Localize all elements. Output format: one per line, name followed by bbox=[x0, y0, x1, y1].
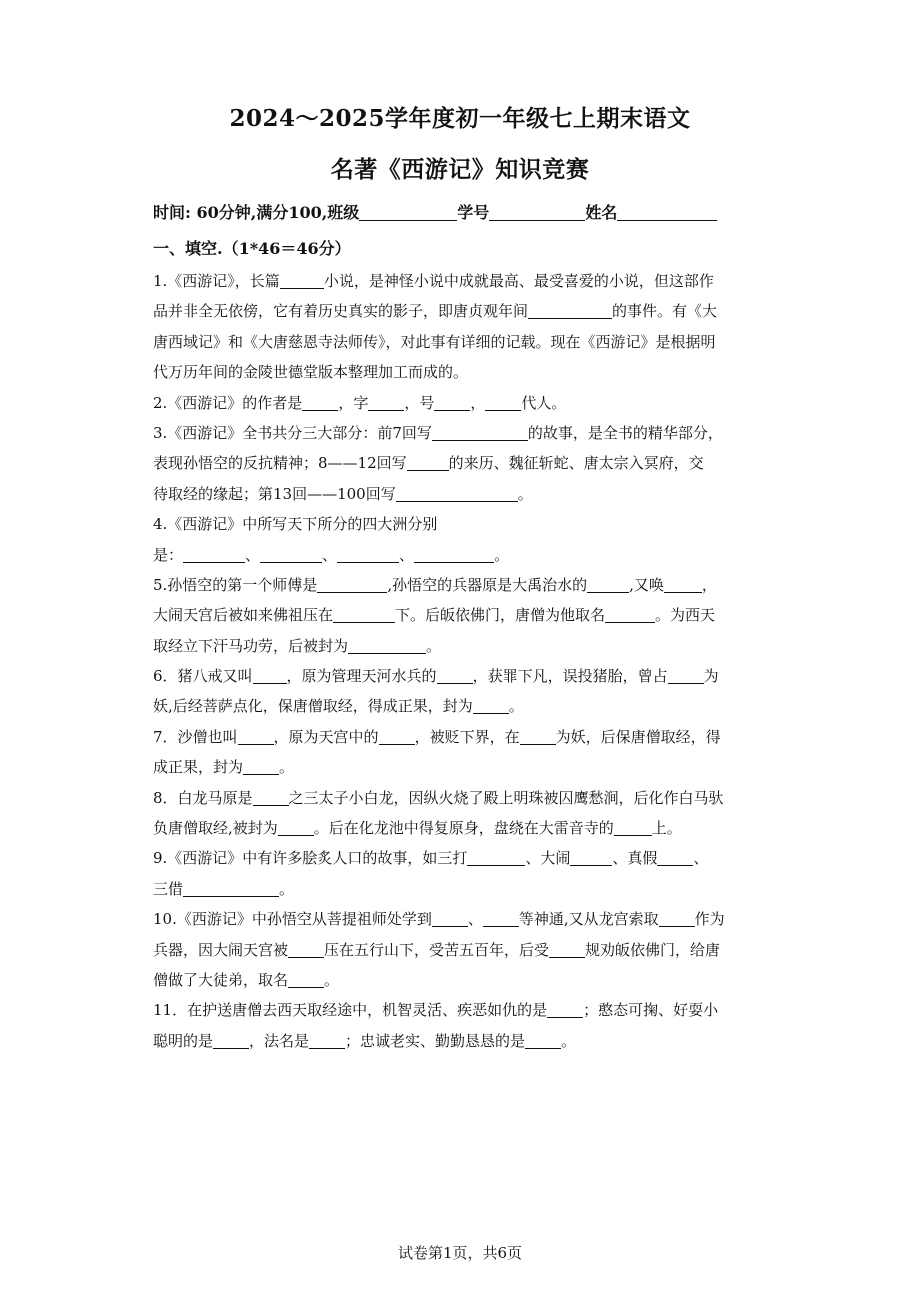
question-line bbox=[153, 874, 769, 904]
answer-blank bbox=[379, 729, 415, 745]
question-text: 兵器，因大闹天宫被 bbox=[153, 940, 289, 959]
answer-blank bbox=[485, 395, 521, 411]
answer-blank bbox=[473, 698, 509, 714]
question-text: ，被贬下界，在 bbox=[414, 727, 520, 746]
question-line bbox=[153, 722, 769, 752]
question-text: 7．沙僧也叫 bbox=[153, 727, 238, 746]
question-line bbox=[153, 752, 769, 782]
answer-blank bbox=[525, 1033, 561, 1049]
question-text: ，字 bbox=[338, 393, 369, 412]
question-text: 代万历年间的金陵世德堂版本整理加工而成的。 bbox=[153, 363, 469, 382]
question-text: 5.孙悟空的第一个师傅是 bbox=[153, 575, 318, 594]
question-text: 。后在化龙池中得复原身，盘绕在大雷音寺的 bbox=[313, 819, 614, 838]
question-line bbox=[153, 965, 769, 995]
question-text: 作为 bbox=[694, 910, 725, 929]
question-text: 、大闹 bbox=[525, 849, 571, 868]
section-heading: 一、填空.（1*46＝46分） bbox=[153, 239, 351, 258]
question-content bbox=[153, 266, 769, 1056]
question-text: 小说，是神怪小说中成就最高、最受喜爱的小说，但这部作 bbox=[323, 272, 714, 290]
question-text: 的故事，是全书的精华部分， bbox=[527, 423, 723, 442]
question-text: 代人。 bbox=[521, 393, 567, 412]
question-text: 为妖，后保唐僧取经，得 bbox=[555, 727, 721, 746]
question-text: 。 bbox=[426, 636, 442, 655]
question-text: 。 bbox=[517, 484, 533, 503]
answer-blank bbox=[368, 395, 404, 411]
question-line bbox=[153, 327, 769, 357]
time-class-label: 时间: 60分钟,满分100,班级 bbox=[153, 203, 360, 222]
question-text: 。 bbox=[561, 1031, 577, 1050]
question-text: 6．猪八戒又叫 bbox=[153, 667, 253, 686]
question-text: 待取经的缘起；第13回——100回写 bbox=[153, 484, 396, 503]
question-text: 僧做了大徒弟，取名 bbox=[153, 970, 289, 989]
exam-meta-line bbox=[153, 200, 717, 223]
question-text: 、 bbox=[245, 545, 261, 564]
answer-blank bbox=[437, 668, 473, 684]
question-line bbox=[153, 418, 769, 448]
answer-blank bbox=[243, 759, 279, 775]
question-text: 等神通,又从龙宫索取 bbox=[518, 910, 659, 929]
answer-blank bbox=[605, 607, 655, 623]
question-line bbox=[153, 448, 769, 478]
question-text: 成正果，封为 bbox=[153, 758, 244, 777]
question-line bbox=[153, 631, 769, 661]
answer-blank bbox=[520, 729, 556, 745]
question-text: 。为西天 bbox=[655, 606, 716, 625]
question-text: 、 bbox=[399, 545, 415, 564]
question-text: ，原为管理天河水兵的 bbox=[286, 667, 437, 686]
question-text: 表现孙悟空的反抗精神；8——12回写 bbox=[153, 454, 407, 473]
answer-blank bbox=[183, 547, 245, 563]
question-text: 8．白龙马原是 bbox=[153, 788, 253, 807]
question-text: 10.《西游记》中孙悟空从菩提祖师处学到 bbox=[153, 910, 432, 929]
answer-blank bbox=[183, 881, 279, 897]
question-text: 2.《西游记》的作者是 bbox=[153, 393, 303, 412]
answer-blank bbox=[278, 820, 314, 836]
question-text: 、 bbox=[693, 849, 709, 868]
question-text: 、 bbox=[322, 545, 338, 564]
answer-blank bbox=[407, 455, 449, 471]
question-text: 。 bbox=[324, 970, 340, 989]
answer-blank bbox=[337, 547, 399, 563]
question-line bbox=[153, 661, 769, 691]
question-text: 之三太子小白龙，因纵火烧了殿上明珠被囚鹰愁涧，后化作白马驮 bbox=[288, 788, 724, 807]
question-text: 下。后皈依佛门，唐僧为他取名 bbox=[395, 606, 606, 625]
question-line bbox=[153, 843, 769, 873]
answer-blank bbox=[659, 911, 695, 927]
name-label: 姓名 bbox=[585, 203, 618, 222]
question-text: 三借 bbox=[153, 879, 184, 898]
question-line bbox=[153, 783, 769, 813]
exam-subtitle: 名著《西游记》知识竞赛 bbox=[330, 156, 590, 183]
question-text: 。 bbox=[279, 879, 295, 898]
question-text: 。 bbox=[508, 697, 524, 716]
question-text: 妖,后经菩萨点化，保唐僧取经，得成正果，封为 bbox=[153, 697, 473, 716]
answer-blank bbox=[317, 577, 387, 593]
question-text: 大闹天宫后被如来佛祖压在 bbox=[153, 606, 334, 625]
question-text: 压在五行山下，受苦五百年，后受 bbox=[324, 940, 550, 959]
question-text: ，获罪下凡，误投猪胎，曾占 bbox=[472, 667, 668, 686]
question-line bbox=[153, 935, 769, 965]
question-text: ；忠诚老实、勤勤恳恳的是 bbox=[345, 1031, 526, 1050]
exam-title: 2024～2025学年度初一年级七上期末语文 bbox=[229, 105, 691, 132]
question-text: 4.《西游记》中所写天下所分的四大洲分别 bbox=[153, 515, 438, 534]
class-blank bbox=[359, 204, 457, 221]
question-text: 为 bbox=[703, 667, 719, 686]
answer-blank bbox=[253, 668, 287, 684]
question-text: 的事件。有《大 bbox=[612, 302, 718, 321]
answer-blank bbox=[614, 820, 652, 836]
question-text: 1.《西游记》，长篇 bbox=[153, 272, 280, 290]
student-no-blank bbox=[489, 204, 585, 221]
answer-blank bbox=[253, 790, 289, 806]
student-no-label: 学号 bbox=[457, 203, 490, 222]
name-blank bbox=[617, 204, 717, 221]
question-text: ；憨态可掬、好耍小 bbox=[583, 1001, 719, 1020]
answer-blank bbox=[396, 486, 518, 502]
question-text: ，法名是 bbox=[249, 1031, 310, 1050]
answer-blank bbox=[657, 850, 693, 866]
question-text: 11．在护送唐僧去西天取经途中，机智灵活、疾恶如仇的是 bbox=[153, 1001, 548, 1020]
question-text: ,又唤 bbox=[629, 575, 664, 594]
answer-blank bbox=[288, 942, 324, 958]
question-text: ,孙悟空的兵器原是大禹治水的 bbox=[387, 575, 588, 594]
question-text: 唐西域记》和《大唐慈恩寺法师传》，对此事有详细的记载。现在《西游记》是根据明 bbox=[153, 332, 716, 351]
answer-blank bbox=[302, 395, 338, 411]
answer-blank bbox=[587, 577, 629, 593]
answer-blank bbox=[668, 668, 704, 684]
question-text: 规劝皈依佛门，给唐 bbox=[585, 940, 721, 959]
answer-blank bbox=[432, 425, 528, 441]
question-text: 3.《西游记》全书共分三大部分：前7回写 bbox=[153, 423, 432, 442]
question-line bbox=[153, 995, 769, 1025]
answer-blank bbox=[333, 607, 395, 623]
question-line bbox=[153, 600, 769, 630]
question-line bbox=[153, 570, 769, 600]
question-line bbox=[153, 479, 769, 509]
question-text: 聪明的是 bbox=[153, 1031, 214, 1050]
question-text: 取经立下汗马功劳，后被封为 bbox=[153, 636, 349, 655]
answer-blank bbox=[238, 729, 274, 745]
answer-blank bbox=[213, 1033, 249, 1049]
answer-blank bbox=[467, 850, 525, 866]
question-text: ， bbox=[701, 575, 717, 594]
page-footer: 试卷第1页，共6页 bbox=[397, 1244, 523, 1262]
question-text: 。 bbox=[494, 545, 510, 564]
question-text: 。 bbox=[279, 758, 295, 777]
answer-blank bbox=[549, 942, 585, 958]
question-line bbox=[153, 296, 769, 326]
answer-blank bbox=[432, 911, 468, 927]
question-line bbox=[153, 1026, 769, 1056]
question-text: 、真假 bbox=[612, 849, 658, 868]
question-line bbox=[153, 904, 769, 934]
question-text: 上。 bbox=[651, 819, 682, 838]
answer-blank bbox=[483, 911, 519, 927]
question-line bbox=[153, 266, 769, 296]
answer-blank bbox=[348, 638, 426, 654]
answer-blank bbox=[288, 972, 324, 988]
question-text: 负唐僧取经,被封为 bbox=[153, 819, 278, 838]
answer-blank bbox=[570, 850, 612, 866]
question-text: ， bbox=[470, 393, 486, 412]
question-text: ，原为天宫中的 bbox=[273, 727, 379, 746]
question-line bbox=[153, 691, 769, 721]
answer-blank bbox=[414, 547, 494, 563]
question-text: 是： bbox=[153, 545, 184, 564]
question-text: ，号 bbox=[404, 393, 435, 412]
question-text: 品并非全无依傍，它有着历史真实的影子，即唐贞观年间 bbox=[153, 302, 529, 321]
answer-blank bbox=[434, 395, 470, 411]
answer-blank bbox=[309, 1033, 345, 1049]
answer-blank bbox=[547, 1002, 583, 1018]
question-line bbox=[153, 813, 769, 843]
answer-blank bbox=[664, 577, 702, 593]
question-text: 9.《西游记》中有许多脍炙人口的故事，如三打 bbox=[153, 849, 468, 868]
question-text: 、 bbox=[467, 910, 483, 929]
question-text: 的来历、魏征斩蛇、唐太宗入冥府，交 bbox=[448, 454, 704, 473]
question-line bbox=[153, 357, 769, 387]
question-line bbox=[153, 540, 769, 570]
answer-blank bbox=[280, 273, 324, 289]
question-line bbox=[153, 509, 769, 539]
answer-blank bbox=[260, 547, 322, 563]
answer-blank bbox=[528, 303, 612, 319]
question-line bbox=[153, 388, 769, 418]
